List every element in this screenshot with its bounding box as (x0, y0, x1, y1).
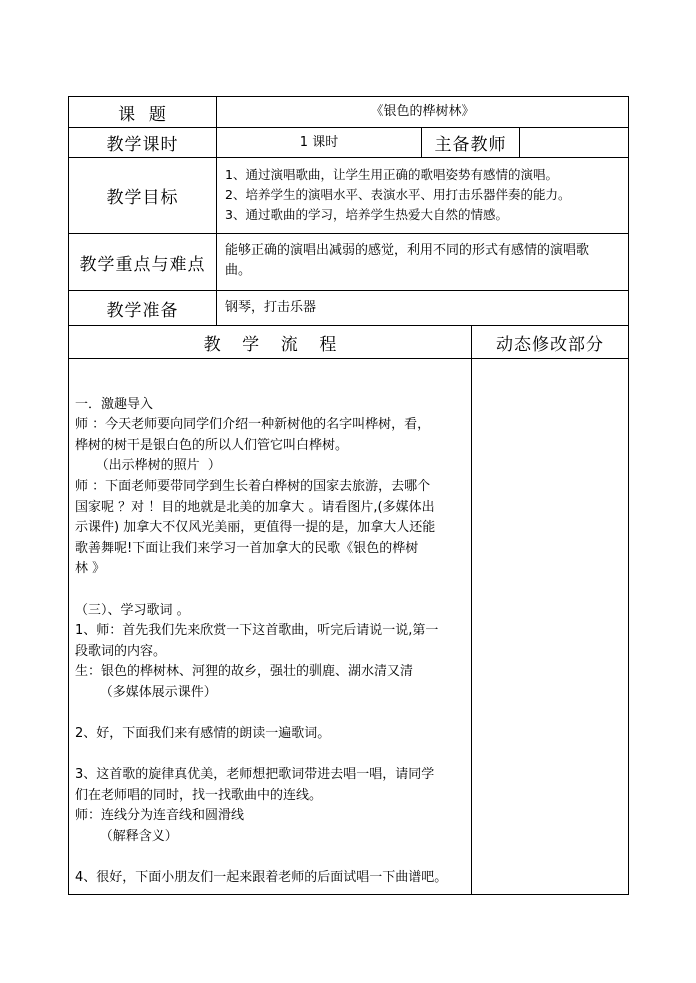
process-line: （三）、学习歌词 。 (75, 602, 190, 618)
process-body (75, 374, 470, 889)
goal-item: 2、培养学生的演唱水平、表演水平、用打击乐器伴奏的能力。 (225, 187, 571, 202)
process-line: 林 》 (75, 561, 106, 577)
process-line (75, 848, 470, 869)
process-line (75, 580, 470, 601)
goal-item: 3、通过歌曲的学习，培养学生热爱大自然的情感。 (225, 207, 508, 222)
process-line: 桦树的树干是银白色的所以人们管它叫白桦树。 (75, 437, 349, 453)
process-line: 3、这首歌的旋律真优美，老师想把歌词带进去唱一唱，请同学 (75, 767, 435, 783)
table-border-bottom (68, 894, 629, 895)
period-value: 1 课时 (299, 134, 339, 150)
process-line: 歌善舞呢!下面让我们来学习一首加拿大的民歌《银色的桦树 (75, 540, 419, 556)
goals-list (225, 165, 625, 225)
process-line: 师 ：今天老师要向同学们介绍一种新树他的名字叫桦树，看， (75, 417, 431, 433)
table-border-right (628, 96, 629, 895)
topic-value: 《银色的桦树林》 (370, 104, 475, 119)
teacher-label: 主备教师 (434, 135, 507, 155)
process-line: 师 ：下面老师要带同学到生长着白桦树的国家去旅游，去哪个 (75, 478, 431, 494)
key-points-line: 曲。 (225, 263, 252, 278)
goals-label: 教学目标 (106, 188, 179, 208)
preparation-text: 钢琴，打击乐器 (225, 300, 317, 315)
process-line (75, 704, 470, 725)
process-line: 国家呢 ？对 ！目的地就是北美的加拿大 。请看图片,(多媒体出 (75, 499, 435, 515)
preparation-value (225, 298, 625, 318)
process-line: 一．激趣导入 (75, 396, 154, 412)
process-line: （解释含义） (75, 829, 178, 845)
key-points-label: 教学重点与难点 (79, 254, 206, 275)
goal-item: 1、通过演唱歌曲，让学生用正确的歌唱姿势有感情的演唱。 (225, 167, 558, 182)
dynamic-edit-area (472, 359, 628, 894)
process-line: 2、好，下面我们来有感情的朗读一遍歌词。 (75, 726, 331, 742)
process-header: 教 学 流 程 (203, 334, 337, 355)
process-line: 1、师：首先我们先来欣赏一下这首歌曲，听完后请说一说,第一 (75, 623, 439, 639)
process-line: 4、很好，下面小朋友们一起来跟着老师的后面试唱一下曲谱吧。 (75, 870, 448, 886)
period-label: 教学课时 (106, 135, 179, 155)
process-line (75, 745, 470, 766)
process-line: 师：连线分为连音线和圆滑线 (75, 808, 245, 824)
process-line (75, 374, 470, 395)
key-points-text (225, 241, 625, 281)
teacher-value (520, 128, 628, 157)
process-line: 们在老师唱的同时，找一找歌曲中的连线。 (75, 787, 323, 803)
process-line: 段歌词的内容。 (75, 643, 167, 659)
key-points-line: 能够正确的演唱出减弱的感觉，利用不同的形式有感情的演唱歌 (225, 243, 590, 258)
process-line: 示课件) 加拿大不仅风光美丽，更值得一提的是，加拿大人还能 (75, 520, 436, 536)
process-line: （出示桦树的照片 ） (75, 458, 221, 474)
process-line: （多媒体展示课件） (75, 684, 217, 700)
process-line: 生：银色的桦树林、河狸的故乡，强壮的驯鹿、湖水清又清 (75, 664, 414, 680)
topic-label: 课 题 (118, 104, 167, 125)
dynamic-header: 动态修改部分 (496, 334, 604, 355)
preparation-label: 教学准备 (106, 300, 179, 321)
